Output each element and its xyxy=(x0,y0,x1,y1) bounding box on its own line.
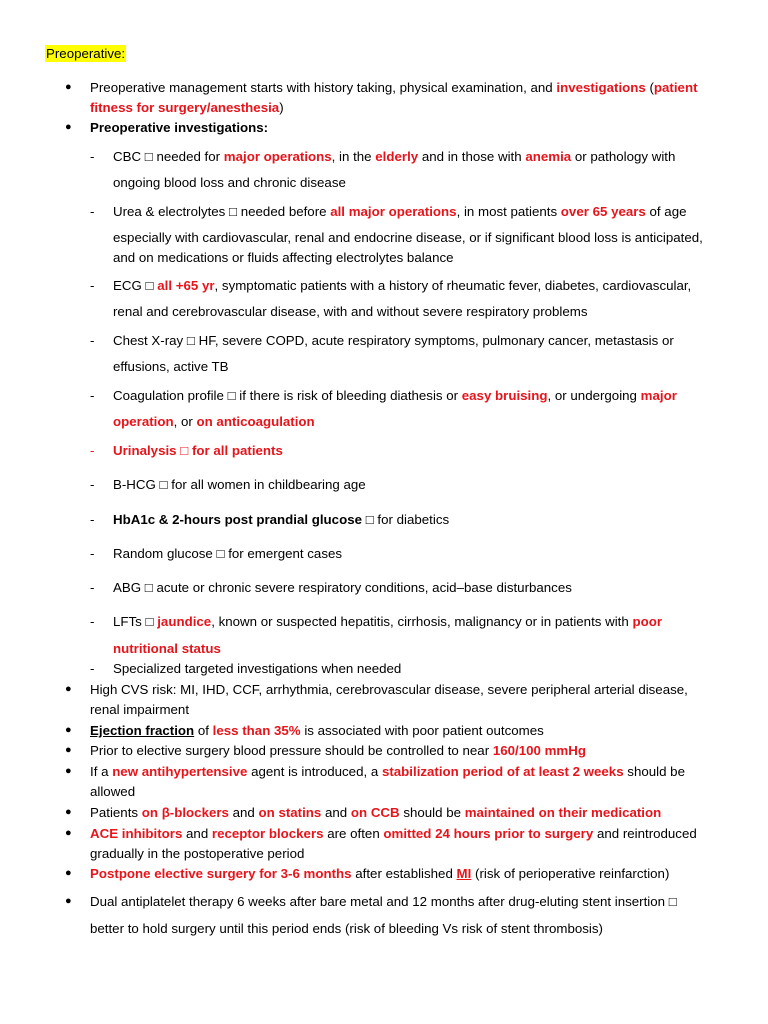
body-text: LFTs □ xyxy=(113,614,158,629)
body-text: Dual antiplatelet therapy 6 weeks after bare metal and 12 months after drug-eluting stent insertion □ xyxy=(90,894,677,909)
text-line xyxy=(113,613,662,630)
emphasis-text: anemia xyxy=(525,149,572,164)
bullet-marker: ● xyxy=(65,806,72,818)
body-text: Coagulation profile □ if there is risk of bleeding diathesis or xyxy=(113,388,462,403)
text-line xyxy=(90,865,669,882)
body-text: Preoperative investigations: xyxy=(90,120,269,135)
body-text: renal impairment xyxy=(90,702,190,717)
body-text: High CVS risk: MI, IHD, CCF, arrhythmia, cerebrovascular disease, severe peripheral arterial disease, xyxy=(90,682,688,697)
text-line xyxy=(90,845,304,862)
text-line xyxy=(113,413,315,430)
emphasis-text: major xyxy=(640,388,677,403)
text-line xyxy=(113,174,346,191)
body-text: B-HCG □ for all women in childbearing age xyxy=(113,477,366,492)
text-line xyxy=(113,203,687,220)
text-line xyxy=(113,332,674,349)
body-text: should be xyxy=(623,764,685,779)
emphasis-text: on statins xyxy=(258,805,322,820)
dash-marker: - xyxy=(90,278,95,293)
section-heading: Preoperative: xyxy=(46,46,126,61)
text-line xyxy=(113,277,691,294)
emphasis-text: jaundice xyxy=(157,614,212,629)
text-line xyxy=(90,701,189,718)
text-line xyxy=(90,742,586,759)
body-text: ABG □ acute or chronic severe respiratory conditions, acid–base disturbances xyxy=(113,580,572,595)
dash-marker: - xyxy=(90,204,95,219)
emphasis-text: poor xyxy=(632,614,663,629)
dash-marker: - xyxy=(90,661,95,676)
emphasis-text: less than 35% xyxy=(212,723,301,738)
body-text: agent is introduced, a xyxy=(247,764,382,779)
emphasis-text: all +65 yr xyxy=(157,278,215,293)
body-text: better to hold surgery until this period ends (risk of bleeding Vs risk of stent thrombosis) xyxy=(90,921,603,936)
body-text: and xyxy=(228,805,259,820)
body-text: or pathology with xyxy=(571,149,676,164)
bullet-marker: ● xyxy=(65,121,72,133)
text-line xyxy=(90,99,284,116)
body-text: and in those with xyxy=(418,149,526,164)
body-text: If a xyxy=(90,764,113,779)
bullet-marker: ● xyxy=(65,744,72,756)
text-line xyxy=(113,303,588,320)
text-line xyxy=(113,476,366,493)
text-line xyxy=(90,920,603,937)
body-text: are often xyxy=(323,826,384,841)
body-text: ongoing blood loss and chronic disease xyxy=(113,175,346,190)
body-text: Patients xyxy=(90,805,142,820)
emphasis-text: all major operations xyxy=(330,204,457,219)
dash-marker: - xyxy=(90,388,95,403)
bullet-marker: ● xyxy=(65,827,72,839)
body-text: Ejection fraction xyxy=(90,723,195,738)
dash-marker: - xyxy=(90,333,95,348)
bullet-marker: ● xyxy=(65,765,72,777)
body-text: CBC □ needed for xyxy=(113,149,224,164)
dash-marker: - xyxy=(90,149,95,164)
body-text: and on medications or fluids affecting electrolytes balance xyxy=(113,250,454,265)
body-text: ECG □ xyxy=(113,278,158,293)
text-line xyxy=(113,640,221,657)
body-text: renal and cerebrovascular disease, with and without severe respiratory problems xyxy=(113,304,588,319)
body-text: (risk of perioperative reinfarction) xyxy=(471,866,670,881)
emphasis-text: on CCB xyxy=(350,805,400,820)
text-line xyxy=(113,358,229,375)
body-text: ( xyxy=(645,80,654,95)
text-line xyxy=(90,804,661,821)
text-line xyxy=(90,763,685,780)
body-text: and reintroduced xyxy=(593,826,697,841)
text-line xyxy=(113,387,677,404)
text-line xyxy=(90,825,697,842)
body-text: Urea & electrolytes □ needed before xyxy=(113,204,331,219)
dash-marker: - xyxy=(90,477,95,492)
text-line xyxy=(113,148,675,165)
emphasis-text: easy bruising xyxy=(461,388,548,403)
emphasis-text: operation xyxy=(113,414,174,429)
bullet-marker: ● xyxy=(65,683,72,695)
body-text: HbA1c & 2-hours post prandial glucose xyxy=(113,512,362,527)
emphasis-text: maintained on their medication xyxy=(464,805,662,820)
body-text: , symptomatic patients with a history of rheumatic fever, diabetes, cardiovascular, xyxy=(214,278,692,293)
emphasis-text: nutritional status xyxy=(113,641,221,656)
text-line xyxy=(113,229,703,246)
text-line xyxy=(90,893,677,910)
emphasis-text: receptor blockers xyxy=(211,826,324,841)
emphasis-text: new antihypertensive xyxy=(112,764,248,779)
body-text: □ for diabetics xyxy=(362,512,450,527)
body-text: is associated with poor patient outcomes xyxy=(300,723,544,738)
body-text: Preoperative management starts with history taking, physical examination, and xyxy=(90,80,557,95)
emphasis-text: major operations xyxy=(223,149,332,164)
emphasis-text: Urinalysis □ for all patients xyxy=(113,443,283,458)
body-text: and xyxy=(321,805,351,820)
dash-marker: - xyxy=(90,580,95,595)
body-text: Specialized targeted investigations when needed xyxy=(113,661,402,676)
dash-marker: - xyxy=(90,614,95,629)
emphasis-text: on β-blockers xyxy=(141,805,229,820)
emphasis-text: MI xyxy=(456,866,472,881)
body-text: , known or suspected hepatitis, cirrhosis, malignancy or in patients with xyxy=(211,614,633,629)
body-text: should be xyxy=(399,805,465,820)
body-text: Random glucose □ for emergent cases xyxy=(113,546,343,561)
bullet-marker: ● xyxy=(65,724,72,736)
emphasis-text: elderly xyxy=(375,149,419,164)
body-text: allowed xyxy=(90,784,136,799)
dash-marker: - xyxy=(90,512,95,527)
emphasis-text: stabilization period of at least 2 weeks xyxy=(381,764,624,779)
body-text: especially with cardiovascular, renal and endocrine disease, or if significant blood loss is anticipated, xyxy=(113,230,703,245)
bullet-marker: ● xyxy=(65,81,72,93)
body-text: gradually in the postoperative period xyxy=(90,846,305,861)
emphasis-text: over 65 years xyxy=(560,204,646,219)
emphasis-text: on anticoagulation xyxy=(196,414,315,429)
body-text: and xyxy=(182,826,212,841)
emphasis-text: Postpone elective surgery for 3-6 months xyxy=(90,866,352,881)
text-line xyxy=(113,249,454,266)
text-line xyxy=(113,442,283,459)
body-text: of xyxy=(194,723,213,738)
emphasis-text: investigations xyxy=(556,80,646,95)
text-line xyxy=(113,660,401,677)
body-text: , in most patients xyxy=(456,204,561,219)
text-line xyxy=(90,79,698,96)
bullet-marker: ● xyxy=(65,895,72,907)
text-line xyxy=(90,722,544,739)
body-text: , or undergoing xyxy=(547,388,641,403)
emphasis-text: patient xyxy=(653,80,698,95)
text-line xyxy=(90,119,268,136)
text-line xyxy=(90,681,688,698)
body-text: of age xyxy=(645,204,687,219)
body-text: , in the xyxy=(331,149,376,164)
text-line xyxy=(113,579,572,596)
text-line xyxy=(113,511,449,528)
emphasis-text: omitted 24 hours prior to surgery xyxy=(383,826,594,841)
body-text: Prior to elective surgery blood pressure should be controlled to near xyxy=(90,743,493,758)
body-text: Chest X-ray □ HF, severe COPD, acute respiratory symptoms, pulmonary cancer, metastasis or xyxy=(113,333,674,348)
body-text: , or xyxy=(173,414,197,429)
bullet-marker: ● xyxy=(65,867,72,879)
dash-marker: - xyxy=(90,546,95,561)
body-text: effusions, active TB xyxy=(113,359,229,374)
emphasis-text: fitness for surgery/anesthesia xyxy=(90,100,280,115)
text-line xyxy=(113,545,342,562)
dash-marker: - xyxy=(90,443,95,458)
emphasis-text: ACE inhibitors xyxy=(90,826,183,841)
body-text: ) xyxy=(279,100,284,115)
body-text: after established xyxy=(351,866,457,881)
text-line xyxy=(90,783,135,800)
emphasis-text: 160/100 mmHg xyxy=(492,743,586,758)
